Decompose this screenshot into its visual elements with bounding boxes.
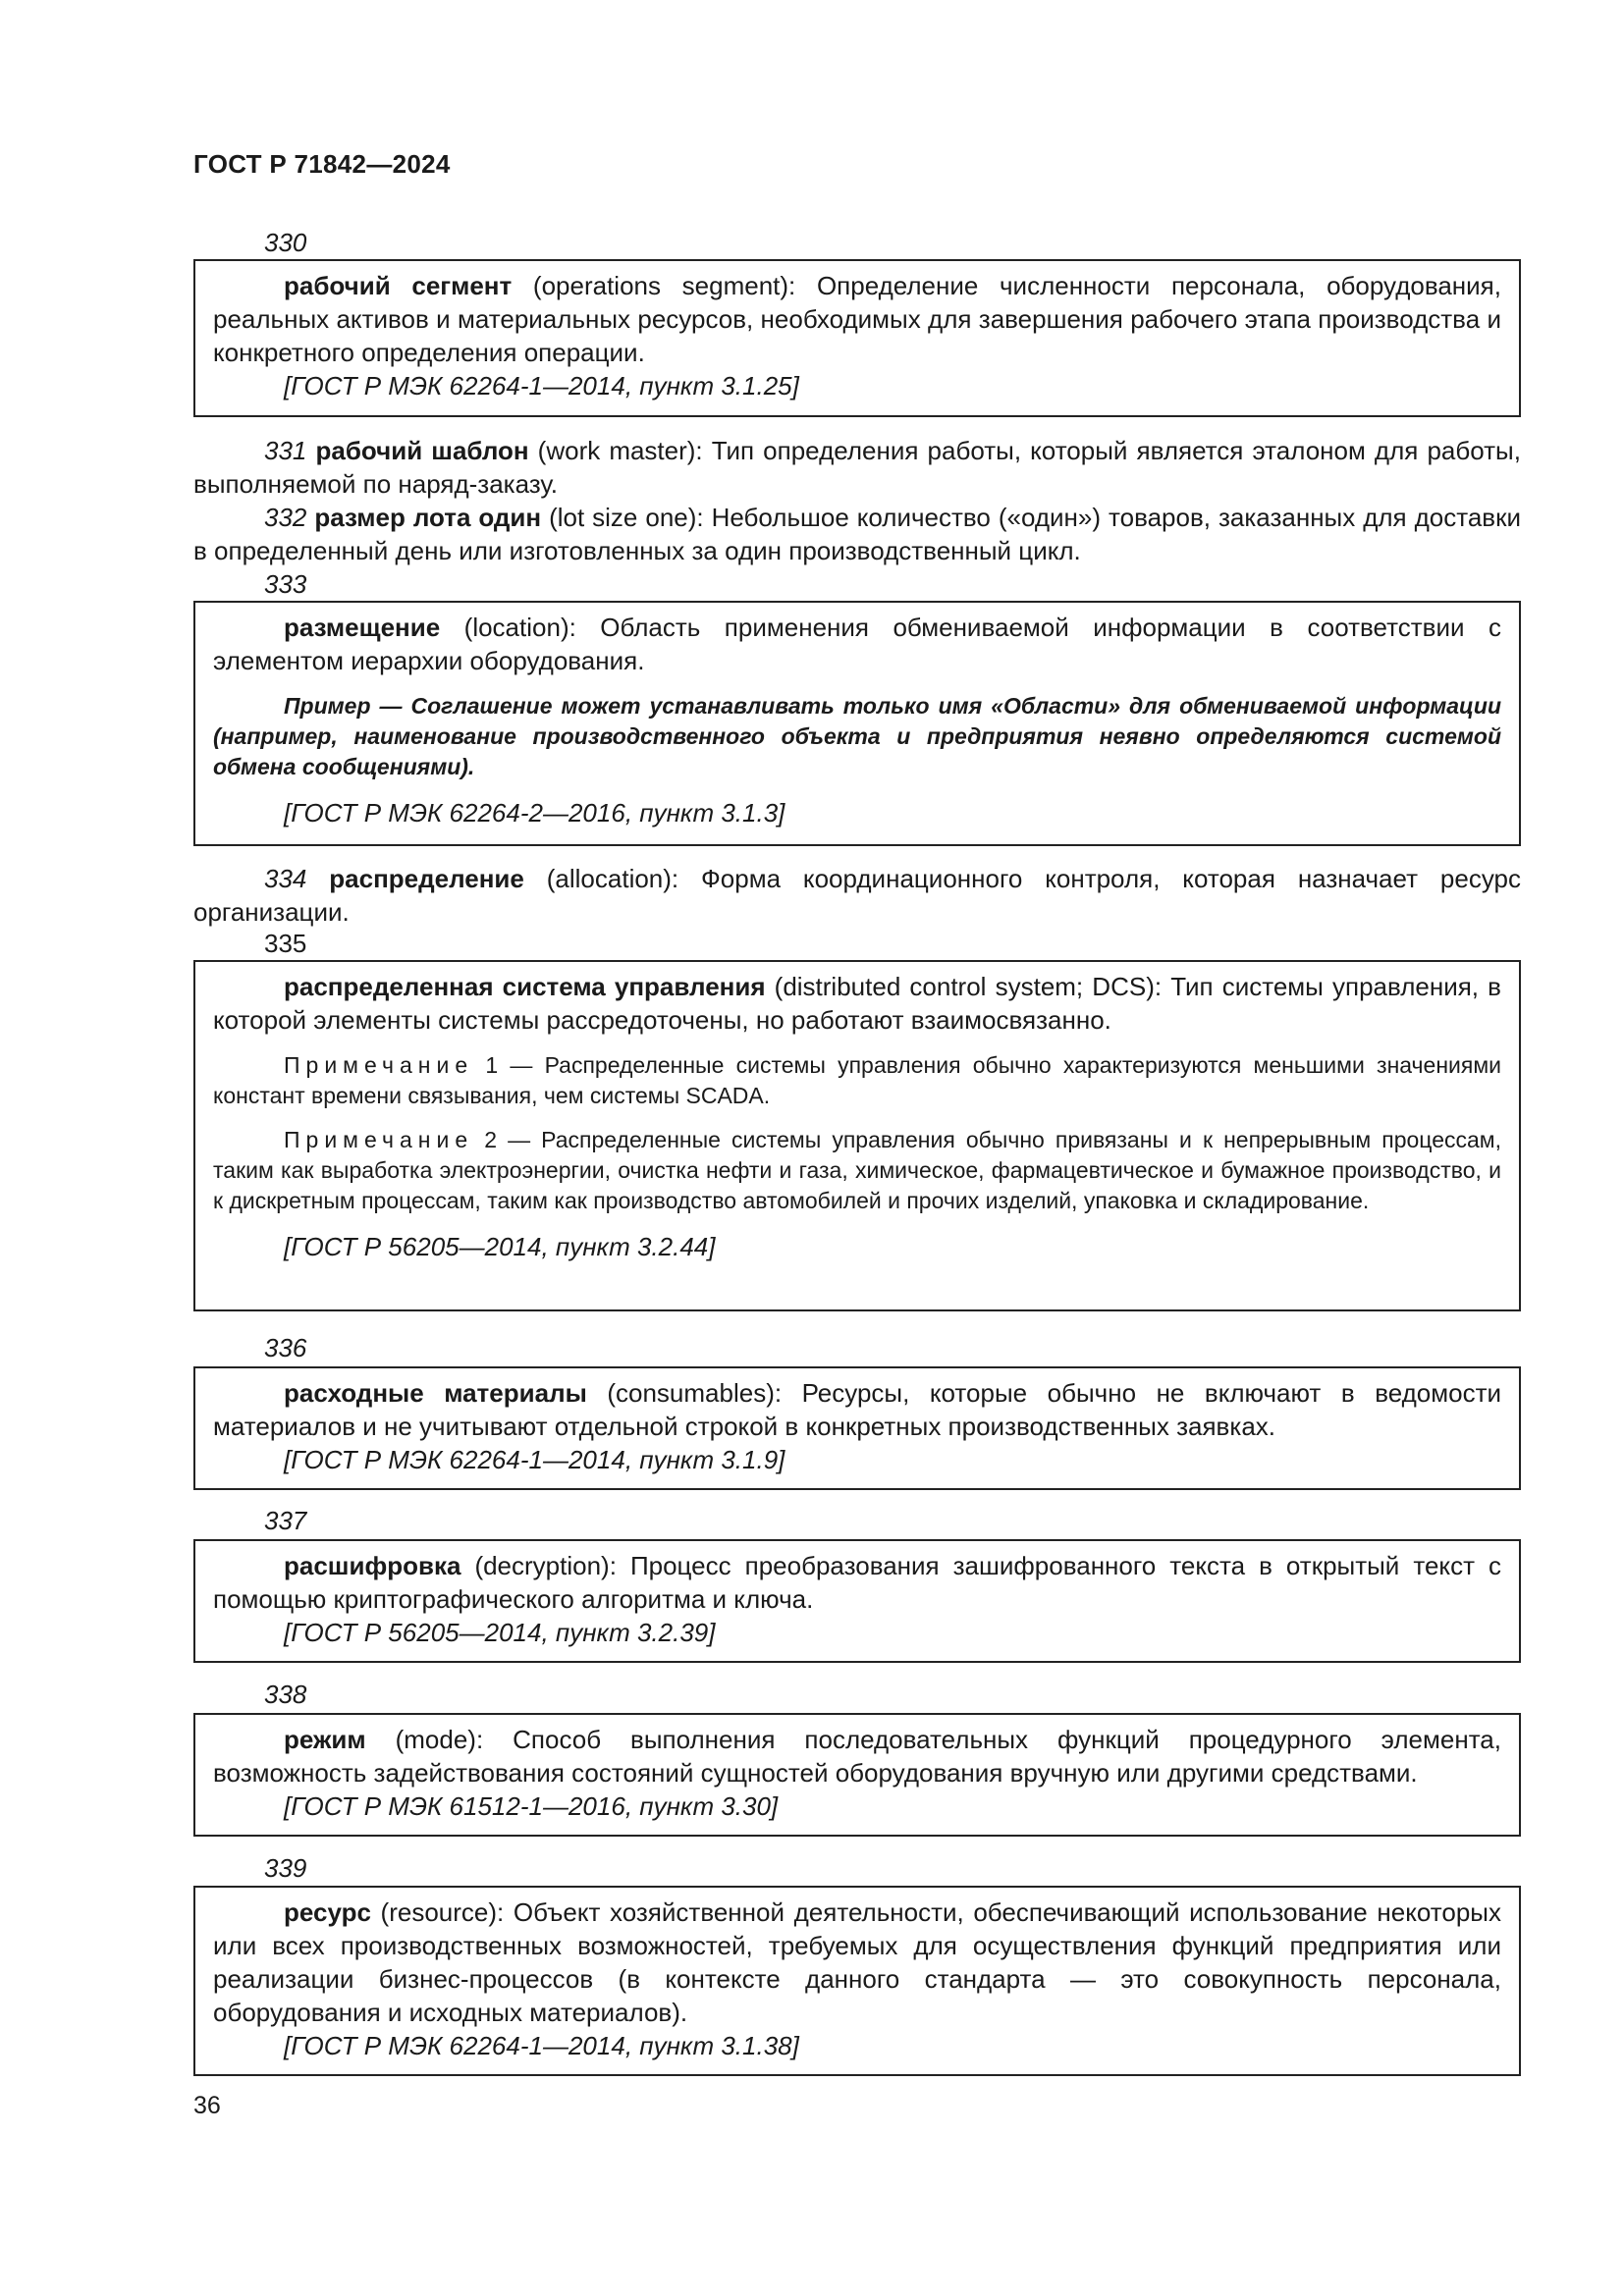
term-number-337: 337 [264, 1506, 307, 1535]
term-box-335 [193, 960, 1521, 1311]
source-336: [ГОСТ Р МЭК 62264-1—2014, пункт 3.1.9] [284, 1445, 785, 1474]
term-number-335: 335 [264, 929, 307, 958]
term-entry-332 [193, 501, 1521, 567]
term-335: распределенная система управления [284, 972, 766, 1001]
term-entry-334 [193, 862, 1521, 929]
term-336: расходные материалы [284, 1378, 587, 1408]
source-330: [ГОСТ Р МЭК 62264-1—2014, пункт 3.1.25] [284, 371, 799, 400]
term-332: размер лота один [314, 503, 542, 532]
source-338: [ГОСТ Р МЭК 61512-1—2016, пункт 3.30] [284, 1791, 779, 1821]
term-339: ресурс [284, 1897, 371, 1927]
term-box-336 [193, 1366, 1521, 1490]
definition-336: расходные материалы (consumables): Ресурсы, которые обычно не включают в ведомости материалов и не учитывают отдельной строкой в конкретных производственных заявках. [213, 1378, 1502, 1441]
term-number-334: 334 [264, 864, 307, 893]
definition-334: (allocation): Форма координационного контроля, которая назначает ресурс организации. [193, 864, 1521, 927]
term-number-330: 330 [264, 228, 307, 257]
definition-331: (work master): Тип определения работы, который является эталоном для работы, выполняемой по наряд-заказу. [193, 436, 1521, 499]
definition-337: расшифровка (decryption): Процесс преобразования зашифрованного текста в открытый текст с помощью криптографического алгоритма и ключа. [213, 1551, 1501, 1614]
page-number: 36 [193, 2092, 221, 2119]
term-entry-331 [193, 434, 1521, 501]
term-box-333 [193, 601, 1521, 846]
term-333: размещение [284, 613, 441, 642]
source-335: [ГОСТ Р 56205—2014, пункт 3.2.44] [284, 1232, 716, 1261]
term-box-337 [193, 1539, 1521, 1663]
term-box-330 [193, 259, 1521, 417]
term-331: рабочий шаблон [315, 436, 529, 465]
note-1-335: Примечание 1 — Распределенные системы управления обычно характеризуются меньшими значениями констант времени связывания, чем системы SCADA. [213, 1052, 1501, 1108]
note-label: Примечание [284, 1127, 474, 1152]
definition-338: режим (mode): Способ выполнения последовательных функций процедурного элемента, возможность задействования состояний сущностей оборудования вручную или другими средствами. [213, 1725, 1501, 1788]
term-number-336: 336 [264, 1333, 307, 1362]
term-number-332: 332 [264, 503, 307, 532]
definition-330: рабочий сегмент (operations segment): Определение численности персонала, оборудования, реальных активов и материальных ресурсов, необходимых для завершения рабочего этапа производства и конкретного определения операции. [213, 271, 1501, 367]
standard-header: ГОСТ Р 71842—2024 [193, 149, 451, 179]
source-339: [ГОСТ Р МЭК 62264-1—2014, пункт 3.1.38] [284, 2031, 799, 2060]
term-number-333: 333 [264, 569, 307, 599]
definition-333: размещение (location): Область применения обмениваемой информации в соответствии с элементом иерархии оборудования. [213, 613, 1501, 675]
term-number-339: 339 [264, 1853, 307, 1883]
term-box-339 [193, 1886, 1521, 2076]
term-337: расшифровка [284, 1551, 461, 1580]
term-338: режим [284, 1725, 366, 1754]
term-334: распределение [329, 864, 524, 893]
term-number-331: 331 [264, 436, 307, 465]
note-2-335: Примечание 2 — Распределенные системы управления обычно привязаны и к непрерывным процессам, таким как выработка электроэнергии, очистка нефти и газа, химическое, фармацевтическое и бумажное производство, и к дискретным процессам, таким как производство автомобилей и прочих изделий, упаковка и складирование. [213, 1127, 1501, 1213]
term-330: рабочий сегмент [284, 271, 513, 300]
definition-339: ресурс (resource): Объект хозяйственной деятельности, обеспечивающий использование некоторых или всех производственных возможностей, требуемых для осуществления функций предприятия или реализации бизнес-процессов (в контексте данного стандарта — это совокупность персонала, оборудования и исходных материалов). [213, 1897, 1501, 2027]
note-label: Примечание [284, 1052, 474, 1078]
term-box-338 [193, 1713, 1521, 1837]
definition-335: распределенная система управления (distributed control system; DCS): Тип системы управления, в которой элементы системы рассредоточены, но работают взаимосвязанно. [213, 972, 1501, 1035]
source-333: [ГОСТ Р МЭК 62264-2—2016, пункт 3.1.3] [284, 798, 785, 828]
source-337: [ГОСТ Р 56205—2014, пункт 3.2.39] [284, 1618, 716, 1647]
example-333: Пример — Соглашение может устанавливать только имя «Области» для обмениваемой информации (например, наименование производственного объекта и предприятия неявно определяются системой обмена сообщениями). [213, 693, 1501, 779]
definition-332: (lot size one): Небольшое количество («один») товаров, заказанных для доставки в определенный день или изготовленных за один производственный цикл. [193, 503, 1521, 565]
term-number-338: 338 [264, 1680, 307, 1709]
